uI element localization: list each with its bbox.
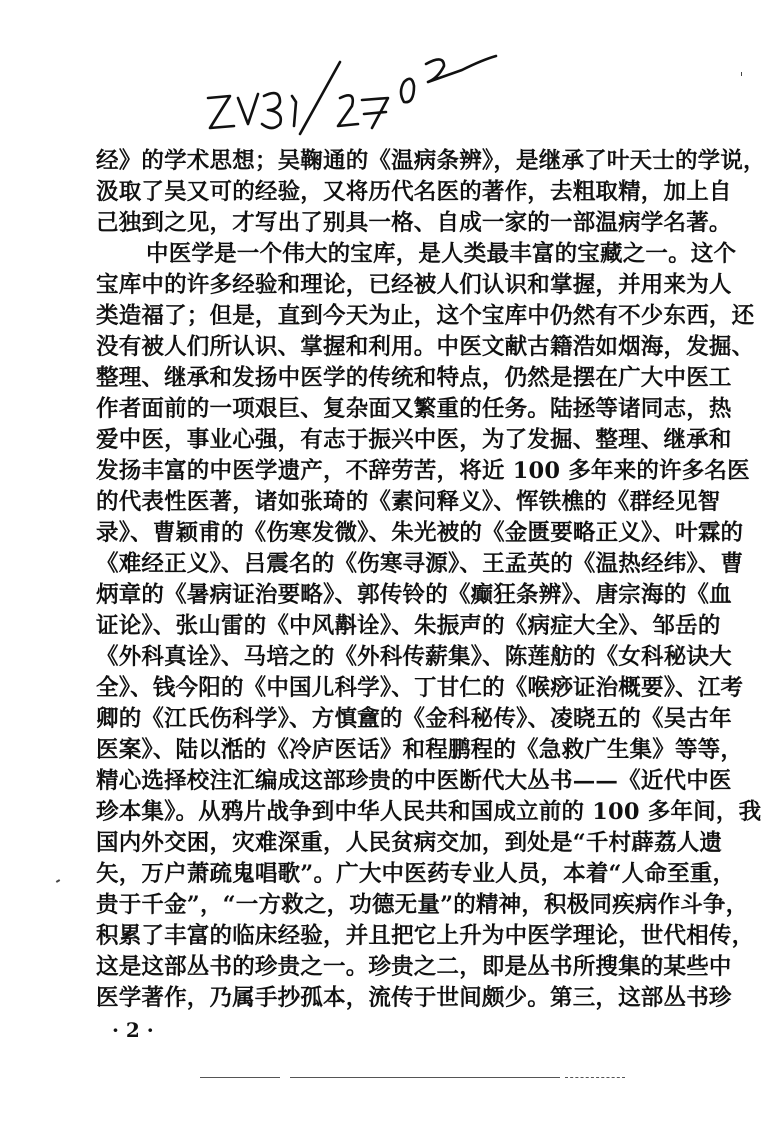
scan-edge-line: [290, 1077, 560, 1078]
text-line: 精心选择校注汇编成这部珍贵的中医断代大丛书——《近代中医: [96, 768, 732, 794]
text-line: 经》的学术思想；吴鞠通的《温病条辨》，是继承了叶天士的学说，: [96, 148, 766, 174]
text-line: 卿的《江氏伤科学》、方慎盦的《金科秘传》、凌晓五的《吴古年: [96, 706, 732, 732]
page-number: · 2 ·: [112, 1018, 154, 1042]
text-line: 宝库中的许多经验和理论，已经被人们认识和掌握，并用来为人: [96, 272, 732, 298]
text-line: 类造福了；但是，直到今天为止，这个宝库中仍然有不少东西，还: [96, 303, 755, 329]
text-line: 整理、继承和发扬中医学的传统和特点，仍然是摆在广大中医工: [96, 365, 732, 391]
text-line: 爱中医，事业心强，有志于振兴中医，为了发掘、整理、继承和: [96, 427, 732, 453]
text-line: 《外科真诠》、马培之的《外科传薪集》、陈莲舫的《女科秘诀大: [96, 644, 732, 670]
text-line: 医学著作，乃属手抄孤本，流传于世间颇少。第三，这部丛书珍: [96, 985, 732, 1011]
text-line: 贵于千金”，“一方救之，功德无量”的精神，积极同疾病作斗争，: [96, 892, 749, 918]
text-line: 录》、曹颖甫的《伤寒发微》、朱光被的《金匮要略正义》、叶霖的: [96, 520, 744, 546]
text-line: 全》、钱今阳的《中国儿科学》、丁甘仁的《喉痧证治概要》、江考: [96, 675, 744, 701]
text-line: 己独到之见，才写出了别具一格、自成一家的一部温病学名著。: [96, 210, 732, 236]
text-line: 《难经正义》、吕震名的《伤寒寻源》、王孟英的《温热经纬》、曹: [96, 551, 744, 577]
body-text: [96, 146, 766, 1014]
text-line: 积累了丰富的临床经验，并且把它上升为中医学理论，世代相传，: [96, 923, 755, 949]
text-line: 炳章的《暑病证治要略》、郭传铃的《癫狂条辨》、唐宗海的《血: [96, 582, 732, 608]
text-line: 矢，万户萧疏鬼唱歌”。广大中医药专业人员，本着“人命至重，: [96, 861, 736, 887]
handwritten-annotation: [200, 52, 500, 142]
text-line: 没有被人们所认识、掌握和利用。中医文献古籍浩如烟海，发掘、: [96, 334, 755, 360]
text-line: 国内外交困，灾难深重，人民贫病交加，到处是“千村薜荔人遗: [96, 830, 723, 856]
text-line: 作者面前的一项艰巨、复杂面又繁重的任务。陆拯等诸同志，热: [96, 396, 732, 422]
text-line: 证论》、张山雷的《中风斠诠》、朱振声的《病症大全》、邹岳的: [96, 613, 721, 639]
paragraph-start-line: 中医学是一个伟大的宝库，是人类最丰富的宝藏之一。这个: [146, 241, 737, 267]
text-line: 发扬丰富的中医学遗产，不辞劳苦，将近 100 多年来的许多名医: [96, 458, 750, 484]
scan-edge-line: [200, 1077, 280, 1078]
scan-speck: [741, 72, 742, 76]
scan-speck: [56, 879, 60, 883]
text-line: 这是这部丛书的珍贵之一。珍贵之二，即是丛书所搜集的某些中: [96, 954, 732, 980]
text-line: 珍本集》。从鸦片战争到中华人民共和国成立前的 100 多年间，我: [96, 799, 762, 825]
text-line: 的代表性医著，诸如张琦的《素问释义》、恽铁樵的《群经见智: [96, 489, 721, 515]
scan-edge-line: [565, 1077, 625, 1078]
text-line: 医案》、陆以湉的《冷庐医话》和程鹏程的《急救广生集》等等，: [96, 737, 744, 763]
text-line: 汲取了吴又可的经验，又将历代名医的著作，去粗取精，加上自: [96, 179, 732, 205]
